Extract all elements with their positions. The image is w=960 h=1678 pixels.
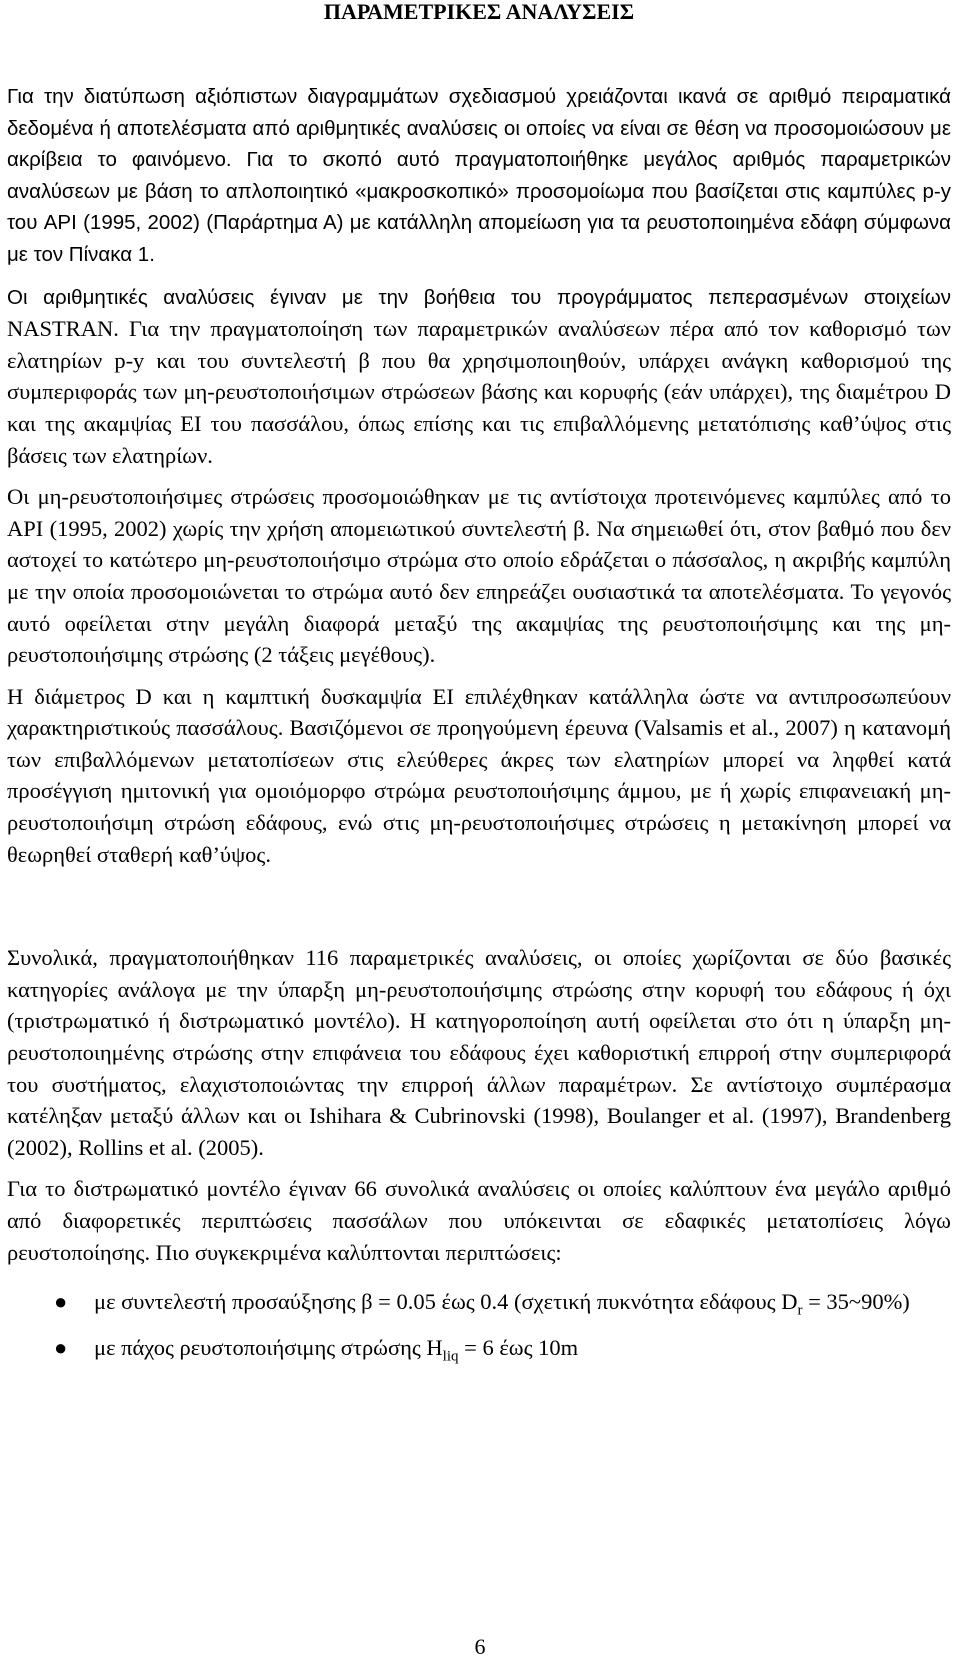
- list-item-subscript: liq: [442, 1348, 459, 1365]
- paragraph-nastran: [7, 281, 951, 472]
- list-item-text: με πάχος ρευστοποιήσιμης στρώσης H: [94, 1334, 443, 1360]
- cases-list: [7, 1286, 951, 1363]
- list-item-text-after: = 35~90%): [802, 1289, 910, 1315]
- paragraph-nastran-sans: Οι αριθμητικές αναλύσεις έγιναν με την βοήθεια του προγράμματος πεπερασμένων στοιχείων: [7, 285, 951, 309]
- list-item: [7, 1286, 951, 1318]
- list-item-text: με συντελεστή προσαύξησης β = 0.05 έως 0.4 (σχετική πυκνότητα εδάφους D: [94, 1289, 798, 1315]
- bullet-icon: ●: [54, 1334, 68, 1360]
- paragraph-two-layer: Για το διστρωματικό μοντέλο έγιναν 66 συνολικά αναλύσεις οι οποίες καλύπτουν ένα μεγάλο αριθμό από διαφορετικές περιπτώσεις πασσάλων που υπόκεινται σε εδαφικές μετατοπίσεις λόγω ρευστοποίησης. Πιο συγκεκριμένα καλύπτονται περιπτώσεις:: [7, 1176, 951, 1265]
- bullet-icon: ●: [54, 1289, 68, 1315]
- list-item-subscript: r: [797, 1302, 803, 1319]
- paragraph-non-liquefiable: Οι μη-ρευστοποιήσιμες στρώσεις προσομοιώθηκαν με τις αντίστοιχα προτεινόμενες καμπύλες από το API (1995, 2002) χωρίς την χρήση απομειωτικού συντελεστή β. Να σημειωθεί ότι, στον βαθμό που δεν αστοχεί το κατώτερο μη-ρευστοποιήσιμο στρώμα στο οποίο εδράζεται ο πάσσαλος, η ακριβής καμπύλη με την οποία προσομοιώνεται το στρώμα αυτό δεν επηρεάζει ουσιαστικά τα αποτελέσματα. Το γεγονός αυτό οφείλεται στην μεγάλη διαφορά μεταξύ της ακαμψίας της ρευστοποιήσιμης και της μη-ρευστοποιήσιμης στρώσης (2 τάξεις μεγέθους).: [7, 484, 951, 668]
- paragraph-diameter: Η διάμετρος D και η καμπτική δυσκαμψία EI επιλέχθηκαν κατάλληλα ώστε να αντιπροσωπεύουν χαρακτηριστικούς πασσάλους. Βασιζόμενοι σε προηγούμενη έρευνα (Valsamis et al., 2007) η κατανομή των επιβαλλόμενων μετατοπίσεων στις ελεύθερες άκρες των ελατηρίων μπορεί να ληφθεί κατά προσέγγιση ημιτονική για ομοιόμορφο στρώμα ρευστοποιήσιμης άμμου, με ή χωρίς επιφανειακή μη-ρευστοποιήσιμη στρώση εδάφους, ενώ στις μη-ρευστοποιήσιμες στρώσεις η μετακίνηση μπορεί να θεωρηθεί σταθερή καθ’ύψος.: [7, 683, 951, 867]
- list-item: [7, 1332, 951, 1364]
- paragraph-summary: Συνολικά, πραγματοποιήθηκαν 116 παραμετρικές αναλύσεις, οι οποίες χωρίζονται σε δύο βασικές κατηγορίες ανάλογα με την ύπαρξη μη-ρευστοποιήσιμης στρώσης στην κορυφή του εδάφους ή όχι (τριστρωματικό ή διστρωματικό μοντέλο). Η κατηγοροποίηση αυτή οφείλεται στο ότι η ύπαρξη μη-ρευστοποιημένης στρώσης στην επιφάνεια του εδάφους έχει καθοριστική επιρροή στην συμπεριφορά του συστήματος, ελαχιστοποιώντας την επιρροή άλλων παραμέτρων. Σε αντίστοιχο συμπέρασμα κατέληξαν μεταξύ άλλων και οι Ishihara & Cubrinovski (1998), Boulanger et al. (1997), Brandenberg (2002), Rollins et al. (2005).: [7, 945, 951, 1160]
- paragraph-intro: Για την διατύπωση αξιόπιστων διαγραμμάτων σχεδιασμού χρειάζονται ικανά σε αριθμό πειραματικά δεδομένα ή αποτελέσματα από αριθμητικές αναλύσεις οι οποίες να είναι σε θέση να προσομοιώσουν με ακρίβεια το φαινόμενο. Για το σκοπό αυτό πραγματοποιήθηκε μεγάλος αριθμός παραμετρικών αναλύσεων με βάση το απλοποιητικό «μακροσκοπικό» προσομοίωμα που βασίζεται στις καμπύλες p-y του API (1995, 2002) (Παράρτημα Α) με κατάλληλη απομείωση για τα ρευστοποιημένα εδάφη σύμφωνα με τον Πίνακα 1.: [7, 85, 951, 266]
- document-page: [7, 0, 951, 1363]
- page-title: ΠΑΡΑΜΕΤΡΙΚΕΣ ΑΝΑΛΥΣΕΙΣ: [323, 0, 635, 24]
- list-item-text-after: = 6 έως 10m: [458, 1334, 579, 1360]
- paragraph-nastran-serif: NASTRAN. Για την πραγματοποίηση των παραμετρικών αναλύσεων πέρα από τον καθορισμό των ελατηρίων p-y και του συντελεστή β που θα χρησιμοποιηθούν, υπάρχει ανάγκη καθορισμού της συμπεριφοράς των μη-ρευστοποιήσιμων στρώσεων βάσης και κορυφής (εάν υπάρχει), της διαμέτρου D και της ακαμψίας EI του πασσάλου, όπως επίσης και τις επιβαλλόμενης μετατόπισης καθ’ύψος στις βάσεις των ελατηρίων.: [7, 316, 951, 468]
- page-number: 6: [474, 1634, 486, 1659]
